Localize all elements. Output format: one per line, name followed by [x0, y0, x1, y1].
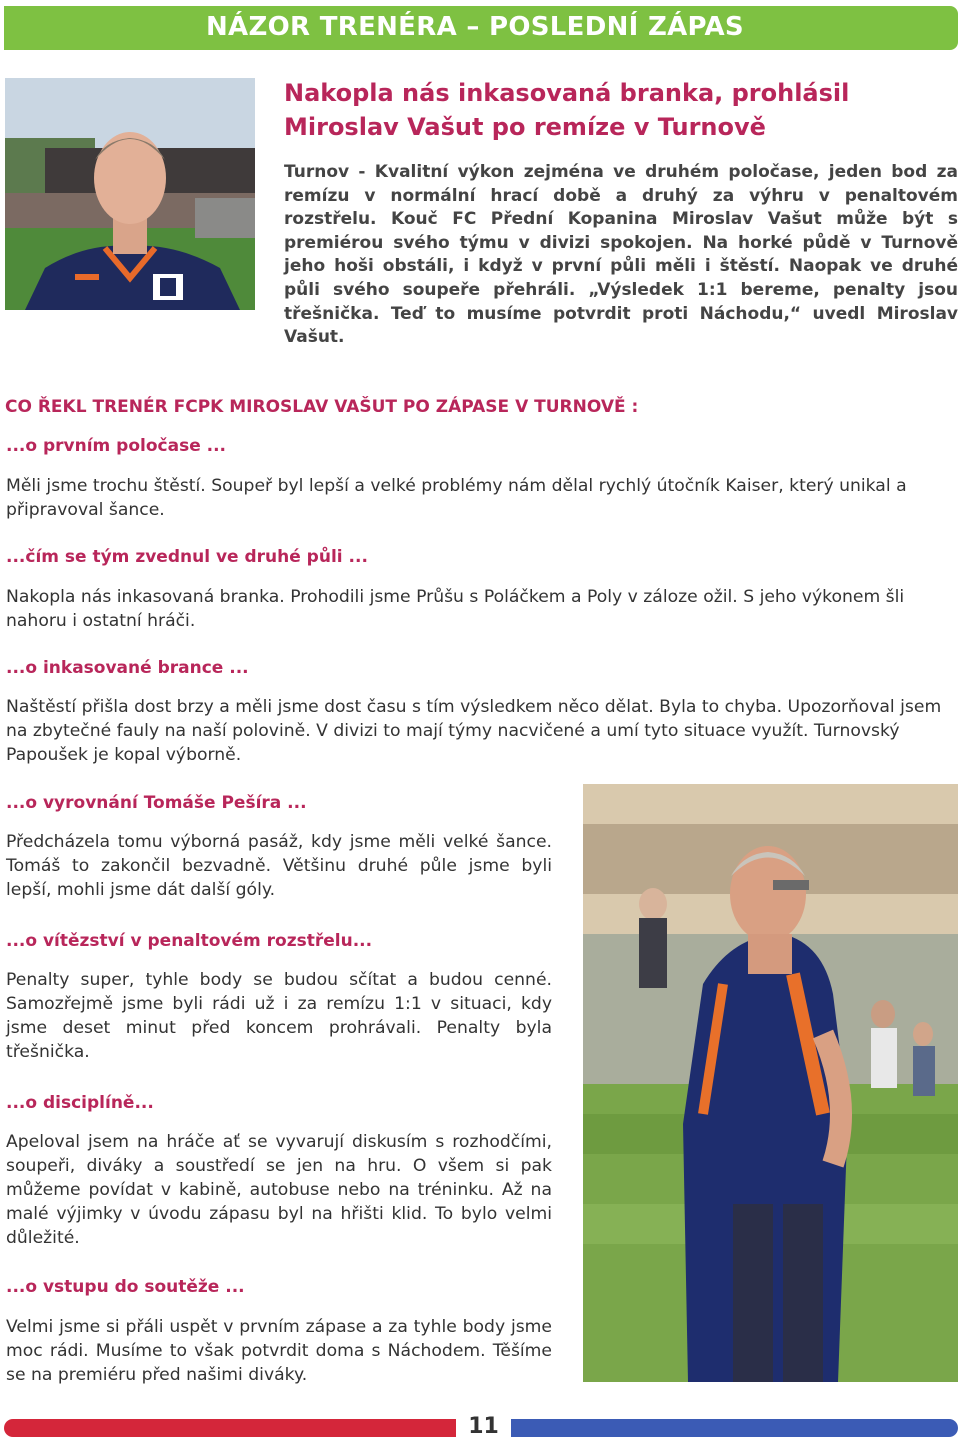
- question-heading: ...čím se tým zvednul ve druhé půli ...: [6, 547, 368, 567]
- interview-title: CO ŘEKL TRENÉR FCPK MIROSLAV VAŠUT PO ZÁPASE V TURNOVĚ :: [5, 397, 639, 417]
- coach-portrait-photo: [5, 78, 255, 310]
- coach-sideline-photo: [583, 784, 958, 1382]
- question-heading: ...o vstupu do soutěže ...: [6, 1277, 245, 1297]
- question-heading: ...o vítězství v penaltovém rozstřelu...: [6, 931, 373, 951]
- answer-text: Předcházela tomu výborná pasáž, kdy jsme měli velké šance. Tomáš to zakončil bezvadně. Většinu druhé půle jsme byli lepší, mohli jsme dát další góly.: [6, 832, 552, 900]
- answer-text: Velmi jsme si přáli uspět v prvním zápase a za tyhle body jsme moc rádi. Musíme to však potvrdit doma s Náchodem. Těšíme se na premiéru před našimi diváky.: [6, 1317, 552, 1385]
- question-heading: ...o prvním poločase ...: [6, 436, 227, 456]
- page-number: 11: [468, 1414, 499, 1439]
- article-lead: Turnov - Kvalitní výkon zejména ve druhém poločase, jeden bod za remízu v normální hrací době a druhý za výhru v penaltovém rozstřelu. Kouč FC Přední Kopanina Miroslav Vašut může být s premiérou svého týmu v divizi spokojen. Na horké půdě v Turnově jeho hoši obstáli, i když v první půli měli i štěstí. Naopak ve druhé půli svého soupeře přehráli. „Výsledek 1:1 bereme, penalty jsou třešnička. Teď to musíme potvrdit proti Náchodu,“ uvedl Miroslav Vašut.: [284, 162, 958, 348]
- question-heading: ...o inkasované brance ...: [6, 658, 249, 678]
- footer-bar-left: [4, 1419, 456, 1437]
- section-header-title: NÁZOR TRENÉRA – POSLEDNÍ ZÁPAS: [206, 12, 744, 42]
- answer-text: Nakopla nás inkasovaná branka. Prohodili jsme Průšu s Poláčkem a Poly v záloze ožil. S jeho výkonem šli nahoru i ostatní hráči.: [6, 587, 905, 631]
- article-headline: Nakopla nás inkasovaná branka, prohlásil Miroslav Vašut po remíze v Turnově: [284, 79, 850, 141]
- question-heading: ...o disciplíně...: [6, 1093, 154, 1113]
- answer-text: Apeloval jsem na hráče ať se vyvarují diskusím s rozhodčími, soupeři, diváky a soustředí se jen na hru. O všem si pak můžeme povídat v kabině, autobuse nebo na tréninku. Až na malé výjimky v úvodu zápasu byl na hřišti klid. To bylo velmi důležité.: [6, 1132, 552, 1248]
- answer-text: Naštěstí přišla dost brzy a měli jsme dost času s tím výsledkem něco dělat. Byla to chyba. Upozorňoval jsem na zbytečné fauly na naší polovině. V divizi to mají týmy nacvičené a umí tyto situace využít. Turnovský Papoušek je kopal výborně.: [6, 697, 942, 765]
- footer-bar-right: [511, 1419, 958, 1437]
- answer-text: Měli jsme trochu štěstí. Soupeř byl lepší a velké problémy nám dělal rychlý útočník Kaiser, který unikal a připravoval šance.: [6, 476, 907, 520]
- question-heading: ...o vyrovnání Tomáše Pešíra ...: [6, 793, 307, 813]
- answer-text: Penalty super, tyhle body se budou sčítat a budou cenné. Samozřejmě jsme byli rádi už i za remízu 1:1 v situaci, kdy jsme deset minut před koncem prohrávali. Penalty byla třešnička.: [6, 970, 552, 1062]
